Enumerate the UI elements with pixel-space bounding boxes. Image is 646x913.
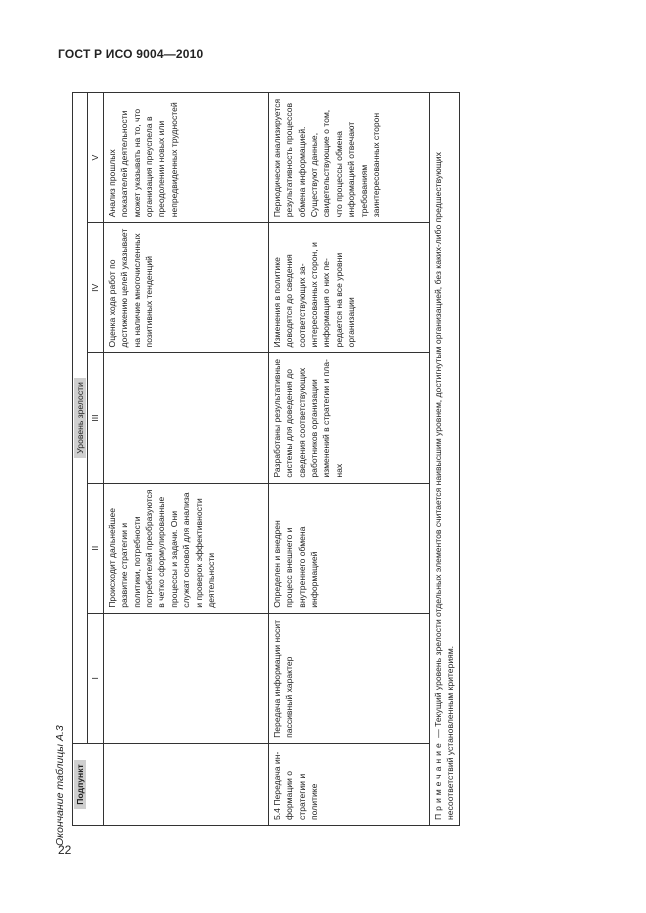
level-cell: Передача информации носит пассивный характер — [268, 613, 429, 743]
note-label: Примечание — [432, 740, 443, 820]
level-header-5: V — [88, 93, 103, 223]
level-cell — [103, 613, 268, 743]
level-header-2: II — [88, 483, 103, 613]
note-text: — Текущий уровень зрелости отдельных элементов считается наивысшим уровнем, достигнутым организацией, без каких-либо предшествующих несоответствий установленным критериям. — [432, 152, 456, 820]
rotated-table-block — [72, 92, 626, 826]
table-row — [268, 93, 429, 826]
table-continuation-caption: Окончание таблицы А.3 — [54, 725, 66, 846]
note-row — [429, 93, 459, 826]
subpoint-cell — [103, 743, 268, 825]
level-header-3: III — [88, 353, 103, 483]
level-cell: Разработаны результативные системы для доведения до сведения соответствующих работников организации изменений в стратегии и планах — [268, 353, 429, 483]
level-cell: Происходит дальнейшее развитие стратегии и политики, потребности потребителей преобразуются в четко сформулированные процессы и задачи. Они служат основой для анализа и проверок эффективности деятельности — [103, 483, 268, 613]
subpoint-header: Подпункт — [73, 743, 104, 825]
level-cell: Оценка хода работ по достижению целей указывает на наличие многочисленных позитивных тенденций — [103, 223, 268, 353]
level-cell — [103, 353, 268, 483]
table-note — [429, 93, 459, 826]
level-header-1: I — [88, 613, 103, 743]
level-cell: Периодически анализируется результативность процессов обмена информацией. Существуют данные, свидетельствующие о том, что процессы обмена информацией отвечают требованиям заинтересованных сторон — [268, 93, 429, 223]
page-number: 22 — [58, 843, 72, 857]
standard-title: ГОСТ Р ИСО 9004—2010 — [58, 47, 204, 61]
level-cell: Определен и внедрен процесс внешнего и внутреннего обмена информацией — [268, 483, 429, 613]
level-cell: Анализ прошлых показателей деятельности может указывать на то, что организация преуспела в преодолении новых или непредвиденных трудностей — [103, 93, 268, 223]
maturity-table — [72, 92, 460, 826]
level-header-4: IV — [88, 223, 103, 353]
header-row-top — [73, 93, 88, 826]
header-row-levels — [88, 93, 103, 826]
table-row — [103, 93, 268, 826]
level-cell: Изменения в политике доводятся до сведения соответствующих заинтересованных сторон, и информация о них передается на все уровни организации — [268, 223, 429, 353]
subpoint-cell: 5.4 Передача информации о стратегии и политике — [268, 743, 429, 825]
maturity-header: Уровень зрелости — [73, 93, 88, 744]
